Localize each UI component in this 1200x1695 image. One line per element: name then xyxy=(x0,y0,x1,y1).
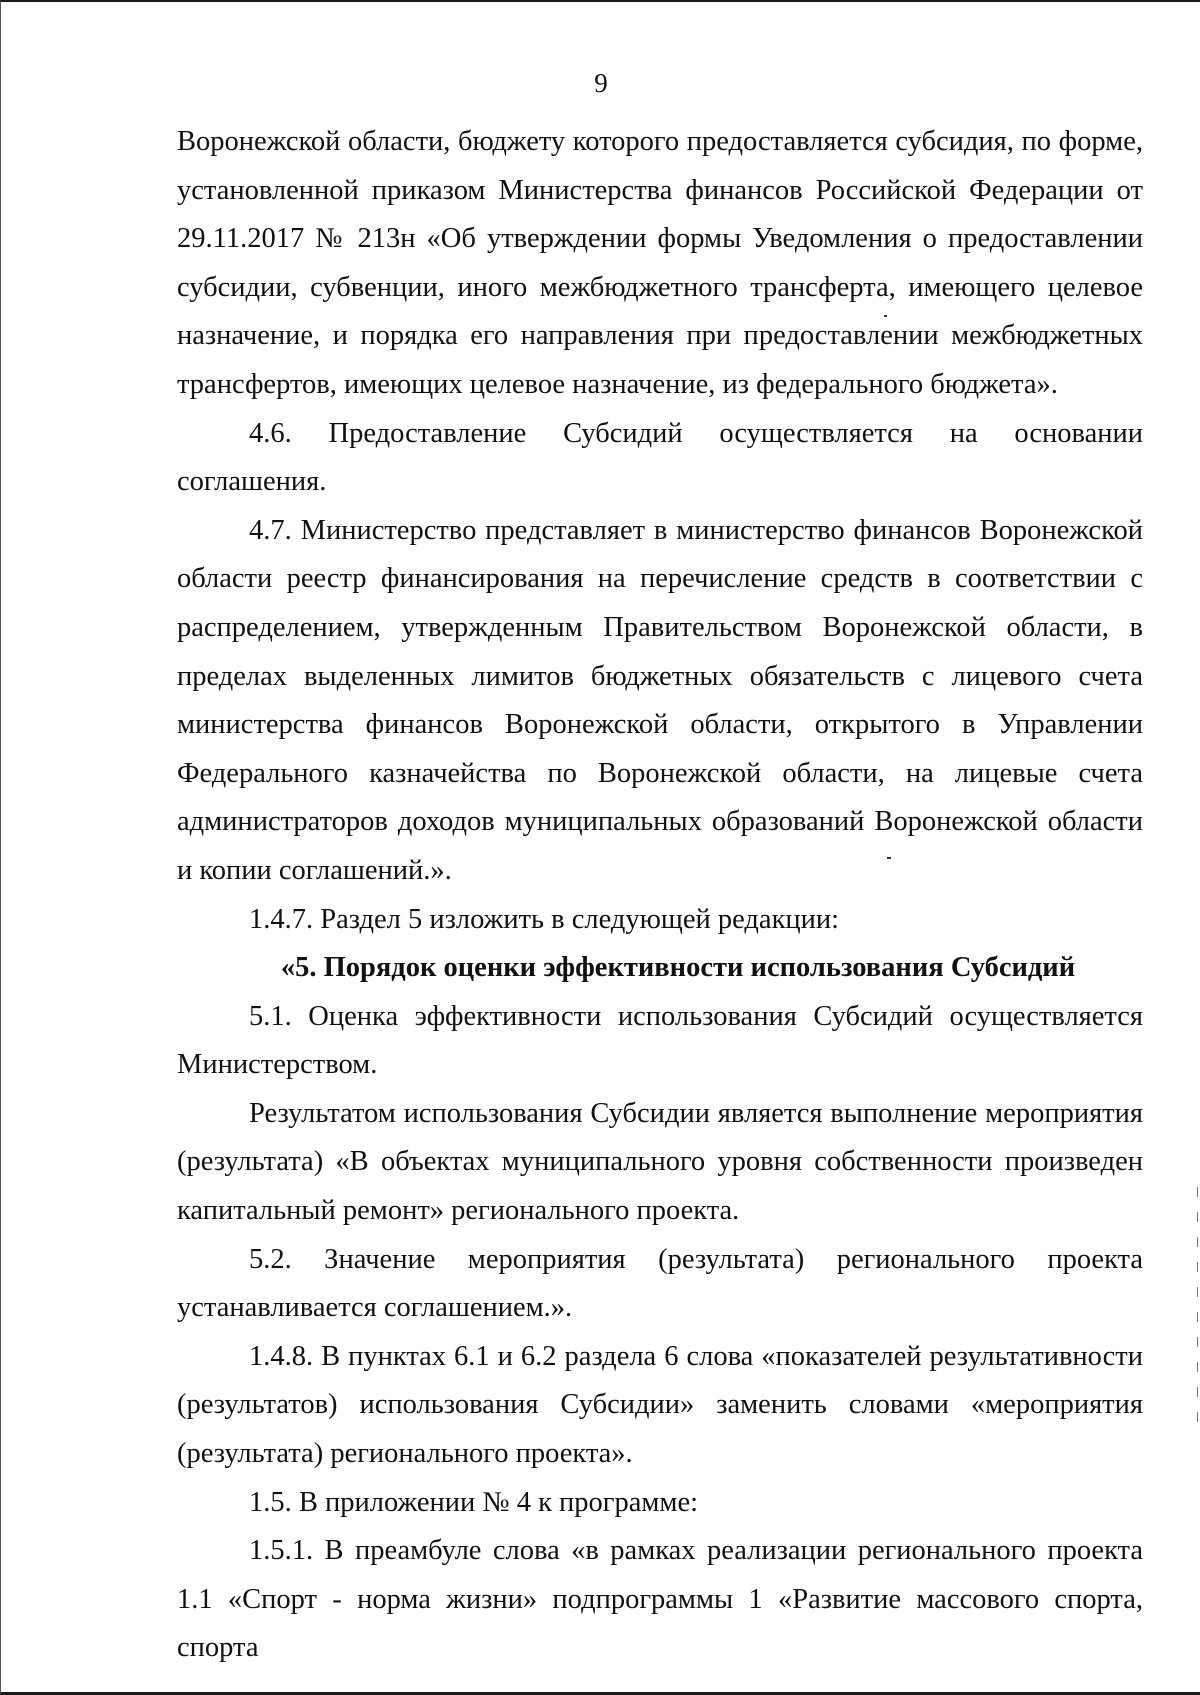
paragraph-continuation: Воронежской области, бюджету которого предоставляется субсидия, по форме, установленной приказом Министерства финансов Российской Федерации от 29.11.2017 № 213н «Об утверждении формы Уведомления о предоставлении субсидии, субвенции, иного межбюджетного трансферта, имеющего целевое назначение, и порядка его направления при предоставлении межбюджетных трансфертов, имеющих целевое назначение, из федерального бюджета». xyxy=(177,126,1143,400)
edge-mark xyxy=(1197,1312,1198,1322)
scan-speck xyxy=(887,857,891,859)
edge-mark xyxy=(1197,1237,1198,1247)
page-number: 9 xyxy=(594,68,608,98)
paragraph-4-6: 4.6. Предоставление Субсидий осуществляется на основании соглашения. xyxy=(177,417,1143,498)
section-5-heading: «5. Порядок оценки эффективности использования Субсидий xyxy=(280,952,1076,984)
paragraph-1-4-8: 1.4.8. В пунктах 6.1 и 6.2 раздела 6 слова «показателей результативности (результатов) использования Субсидии» заменить словами «мероприятия (результата) регионального проекта». xyxy=(177,1340,1143,1470)
paragraph-5-1: 5.1. Оценка эффективности использования Субсидий осуществляется Министерством. xyxy=(177,1000,1143,1081)
edge-mark xyxy=(1197,1387,1198,1397)
document-body xyxy=(177,118,1143,1673)
paragraph-1-5-1: 1.5.1. В преамбуле слова «в рамках реализации регионального проекта 1.1 «Спорт - норма жизни» подпрограммы 1 «Развитие массового спорта, спорта xyxy=(177,1535,1143,1664)
edge-mark xyxy=(1197,1187,1198,1197)
edge-mark xyxy=(1197,1412,1198,1422)
edge-mark xyxy=(1197,1287,1198,1297)
scan-speck xyxy=(884,315,887,317)
paragraph-1-5: 1.5. В приложении № 4 к программе: xyxy=(249,1486,699,1518)
edge-mark xyxy=(1197,1337,1198,1347)
edge-mark xyxy=(1197,1362,1198,1372)
edge-mark xyxy=(1197,1212,1198,1222)
paragraph-1-4-7: 1.4.7. Раздел 5 изложить в следующей редакции: xyxy=(249,903,840,935)
paragraph-4-7: 4.7. Министерство представляет в министерство финансов Воронежской области реестр финансирования на перечисление средств в соответствии с распределением, утвержденным Правительством Воронежской области, в пределах выделенных лимитов бюджетных обязательств с лицевого счета министерства финансов Воронежской области, открытого в Управлении Федерального казначейства по Воронежской области, на лицевые счета администраторов доходов муниципальных образований Воронежской области и копии соглашений.». xyxy=(177,514,1143,886)
paragraph-5-2: 5.2. Значение мероприятия (результата) регионального проекта устанавливается соглашением.». xyxy=(177,1243,1143,1324)
edge-mark xyxy=(1197,1262,1198,1272)
paragraph-result: Результатом использования Субсидии является выполнение мероприятия (результата) «В объектах муниципального уровня собственности произведен капитальный ремонт» регионального проекта. xyxy=(177,1097,1143,1227)
